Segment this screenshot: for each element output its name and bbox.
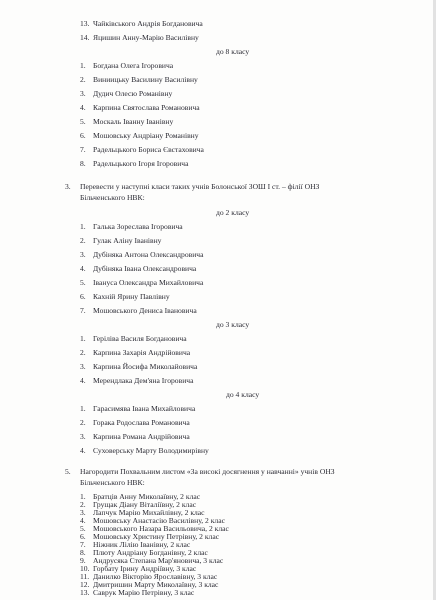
list-item-text: Карпина Святослава Романовича <box>93 103 200 112</box>
list-item: 5. Москаль Іванну Іванівну <box>80 117 174 126</box>
section5-text-line1: Нагородити Похвальним листом «За високі досягнення у навчанні» учнів ОНЗ <box>80 467 335 476</box>
list-item-text: Дудич Олесю Романівну <box>93 89 173 98</box>
list-item-text: Богдана Олега Ігоровича <box>93 61 174 70</box>
list-item: 3. Карпина Йосифа Миколайовича <box>80 362 198 371</box>
list-item-text: Горбату Ірину Андріївну, 3 клас <box>93 564 197 573</box>
list-item: 14. Яцишин Анну-Марію Василівну <box>80 33 199 42</box>
list-item: 8. Радельцького Ігоря Ігоровича <box>80 159 189 168</box>
list-item-text: Гарасимява Івана Михайловича <box>93 404 196 413</box>
list-item: 4. Дубіняка Івана Олександровича <box>80 264 197 273</box>
list-item-text: Галька Зореслава Ігоровича <box>93 222 183 231</box>
list-item: 13. Саврук Марію Петрівну, 3 клас <box>80 588 195 597</box>
list-item-text: Мошовського Дениса Івановича <box>93 306 197 315</box>
list-item: 7. Мошовського Дениса Івановича <box>80 306 197 315</box>
list-item: 6. Мошовську Андріану Романівну <box>80 131 199 140</box>
list-item-text: Геріліва Василя Богдановича <box>93 334 187 343</box>
list-item-text: Виниицьку Василину Василівну <box>93 75 198 84</box>
list-item: 12. Дмитришин Марту Миколаївну, 3 клас <box>80 580 219 589</box>
list-item-text: Карпина Захарія Андрійовича <box>93 348 191 357</box>
list-item-text: Карпина Йосифа Миколайовича <box>93 362 198 371</box>
list-item-text: Мошовського Назара Васильовича, 2 клас <box>93 524 229 533</box>
list-item: 2. Горака Родослава Романовича <box>80 418 190 427</box>
list-item: 8. Плюту Андріану Богданівну, 2 клас <box>80 548 208 557</box>
list-item: 4. Мошовську Анастасію Василівну, 2 клас <box>80 516 225 525</box>
list-item: 9. Андрусяка Степана Мар'яновича, 3 клас <box>80 556 224 565</box>
list-item-text: Лапчук Марію Михайлівну, 2 клас <box>93 508 205 517</box>
list-item-text: Андрусяка Степана Мар'яновича, 3 клас <box>93 556 224 565</box>
list-item-text: Мошовську Андріану Романівну <box>93 131 199 140</box>
list-item-text: Гулак Аліну Іванівну <box>93 236 162 245</box>
grade4-heading: до 4 класу <box>226 390 260 399</box>
list-item-text: Чайківського Андрія Богдановича <box>93 19 203 28</box>
grade2-heading: до 2 класу <box>216 208 250 217</box>
list-item-text: Дубіняка Антона Олександровича <box>93 250 204 259</box>
list-item-text: Ніжник Лілію Іванівну, 2 клас <box>93 540 191 549</box>
list-item: 1. Богдана Олега Ігоровича <box>80 61 174 70</box>
list-item-text: Горака Родослава Романовича <box>93 418 190 427</box>
list-item-text: Кахній Ярину Павлівну <box>93 292 170 301</box>
grade8-heading: до 8 класу <box>216 47 250 56</box>
list-item: 2. Виниицьку Василину Василівну <box>80 75 198 84</box>
list-item-text: Карпина Романа Андрійовича <box>93 432 190 441</box>
list-item: 5. Івануса Олександра Михайловича <box>80 278 204 287</box>
list-item: 11. Данилко Вікторію Ярославівну, 3 клас <box>80 572 218 581</box>
section3-text-line1: Перевести у наступні класи таких учнів Болонської ЗОШ І ст. – філії ОНЗ <box>80 182 320 191</box>
list-item: 1. Братців Анну Миколаївну, 2 клас <box>80 492 201 501</box>
list-item: 2. Грущак Діану Віталіївну, 2 клас <box>80 500 197 509</box>
list-item: 4. Суховерську Марту Володимирівну <box>80 446 209 455</box>
list-item-text: Мерендлака Дем'яна Ігоровича <box>93 376 194 385</box>
list-item: 13. Чайківського Андрія Богдановича <box>80 19 203 28</box>
list-item-text: Радельцького Ігоря Ігоровича <box>93 159 189 168</box>
section3-number: 3. <box>65 182 71 191</box>
list-item-text: Івануса Олександра Михайловича <box>93 278 204 287</box>
list-item-text: Суховерську Марту Володимирівну <box>93 446 209 455</box>
list-item: 1. Гарасимява Івана Михайловича <box>80 404 196 413</box>
list-item-text: Мошовську Анастасію Василівну, 2 клас <box>93 516 225 525</box>
list-item: 3. Дубіняка Антона Олександровича <box>80 250 204 259</box>
section3-text-line2: Більченського НВК: <box>80 193 145 202</box>
list-item: 2. Гулак Аліну Іванівну <box>80 236 162 245</box>
list-item-text: Яцишин Анну-Марію Василівну <box>93 33 199 42</box>
list-item: 5. Мошовського Назара Васильовича, 2 клас <box>80 524 229 533</box>
list-item: 4. Мерендлака Дем'яна Ігоровича <box>80 376 194 385</box>
list-item-text: Дмитришин Марту Миколаївну, 3 клас <box>93 580 219 589</box>
list-item: 6. Кахній Ярину Павлівну <box>80 292 170 301</box>
list-item-text: Грущак Діану Віталіївну, 2 клас <box>93 500 197 509</box>
list-item: 7. Радельцького Бориса Євстаховича <box>80 145 204 154</box>
list-item-text: Плюту Андріану Богданівну, 2 клас <box>93 548 208 557</box>
grade3-heading: до 3 класу <box>216 320 250 329</box>
list-item: 1. Галька Зореслава Ігоровича <box>80 222 183 231</box>
section5-text-line2: Більченського НВК: <box>80 478 145 487</box>
list-item-text: Радельцького Бориса Євстаховича <box>93 145 204 154</box>
list-item-text: Москаль Іванну Іванівну <box>93 117 174 126</box>
list-item: 6. Мошовську Христину Петрівну, 2 клас <box>80 532 220 541</box>
list-item: 3. Карпина Романа Андрійовича <box>80 432 190 441</box>
list-item: 3. Лапчук Марію Михайлівну, 2 клас <box>80 508 205 517</box>
list-item-text: Братців Анну Миколаївну, 2 клас <box>93 492 201 501</box>
list-item: 10. Горбату Ірину Андріївну, 3 клас <box>80 564 197 573</box>
section5-number: 5. <box>65 467 71 476</box>
list-item: 1. Геріліва Василя Богдановича <box>80 334 187 343</box>
list-item-text: Данилко Вікторію Ярославівну, 3 клас <box>93 572 218 581</box>
list-item: 2. Карпина Захарія Андрійовича <box>80 348 191 357</box>
list-item-text: Дубіняка Івана Олександровича <box>93 264 197 273</box>
list-item-text: Саврук Марію Петрівну, 3 клас <box>93 588 195 597</box>
list-item: 7. Ніжник Лілію Іванівну, 2 клас <box>80 540 191 549</box>
list-item: 3. Дудич Олесю Романівну <box>80 89 173 98</box>
list-item-text: Мошовську Христину Петрівну, 2 клас <box>93 532 220 541</box>
list-item: 4. Карпина Святослава Романовича <box>80 103 200 112</box>
